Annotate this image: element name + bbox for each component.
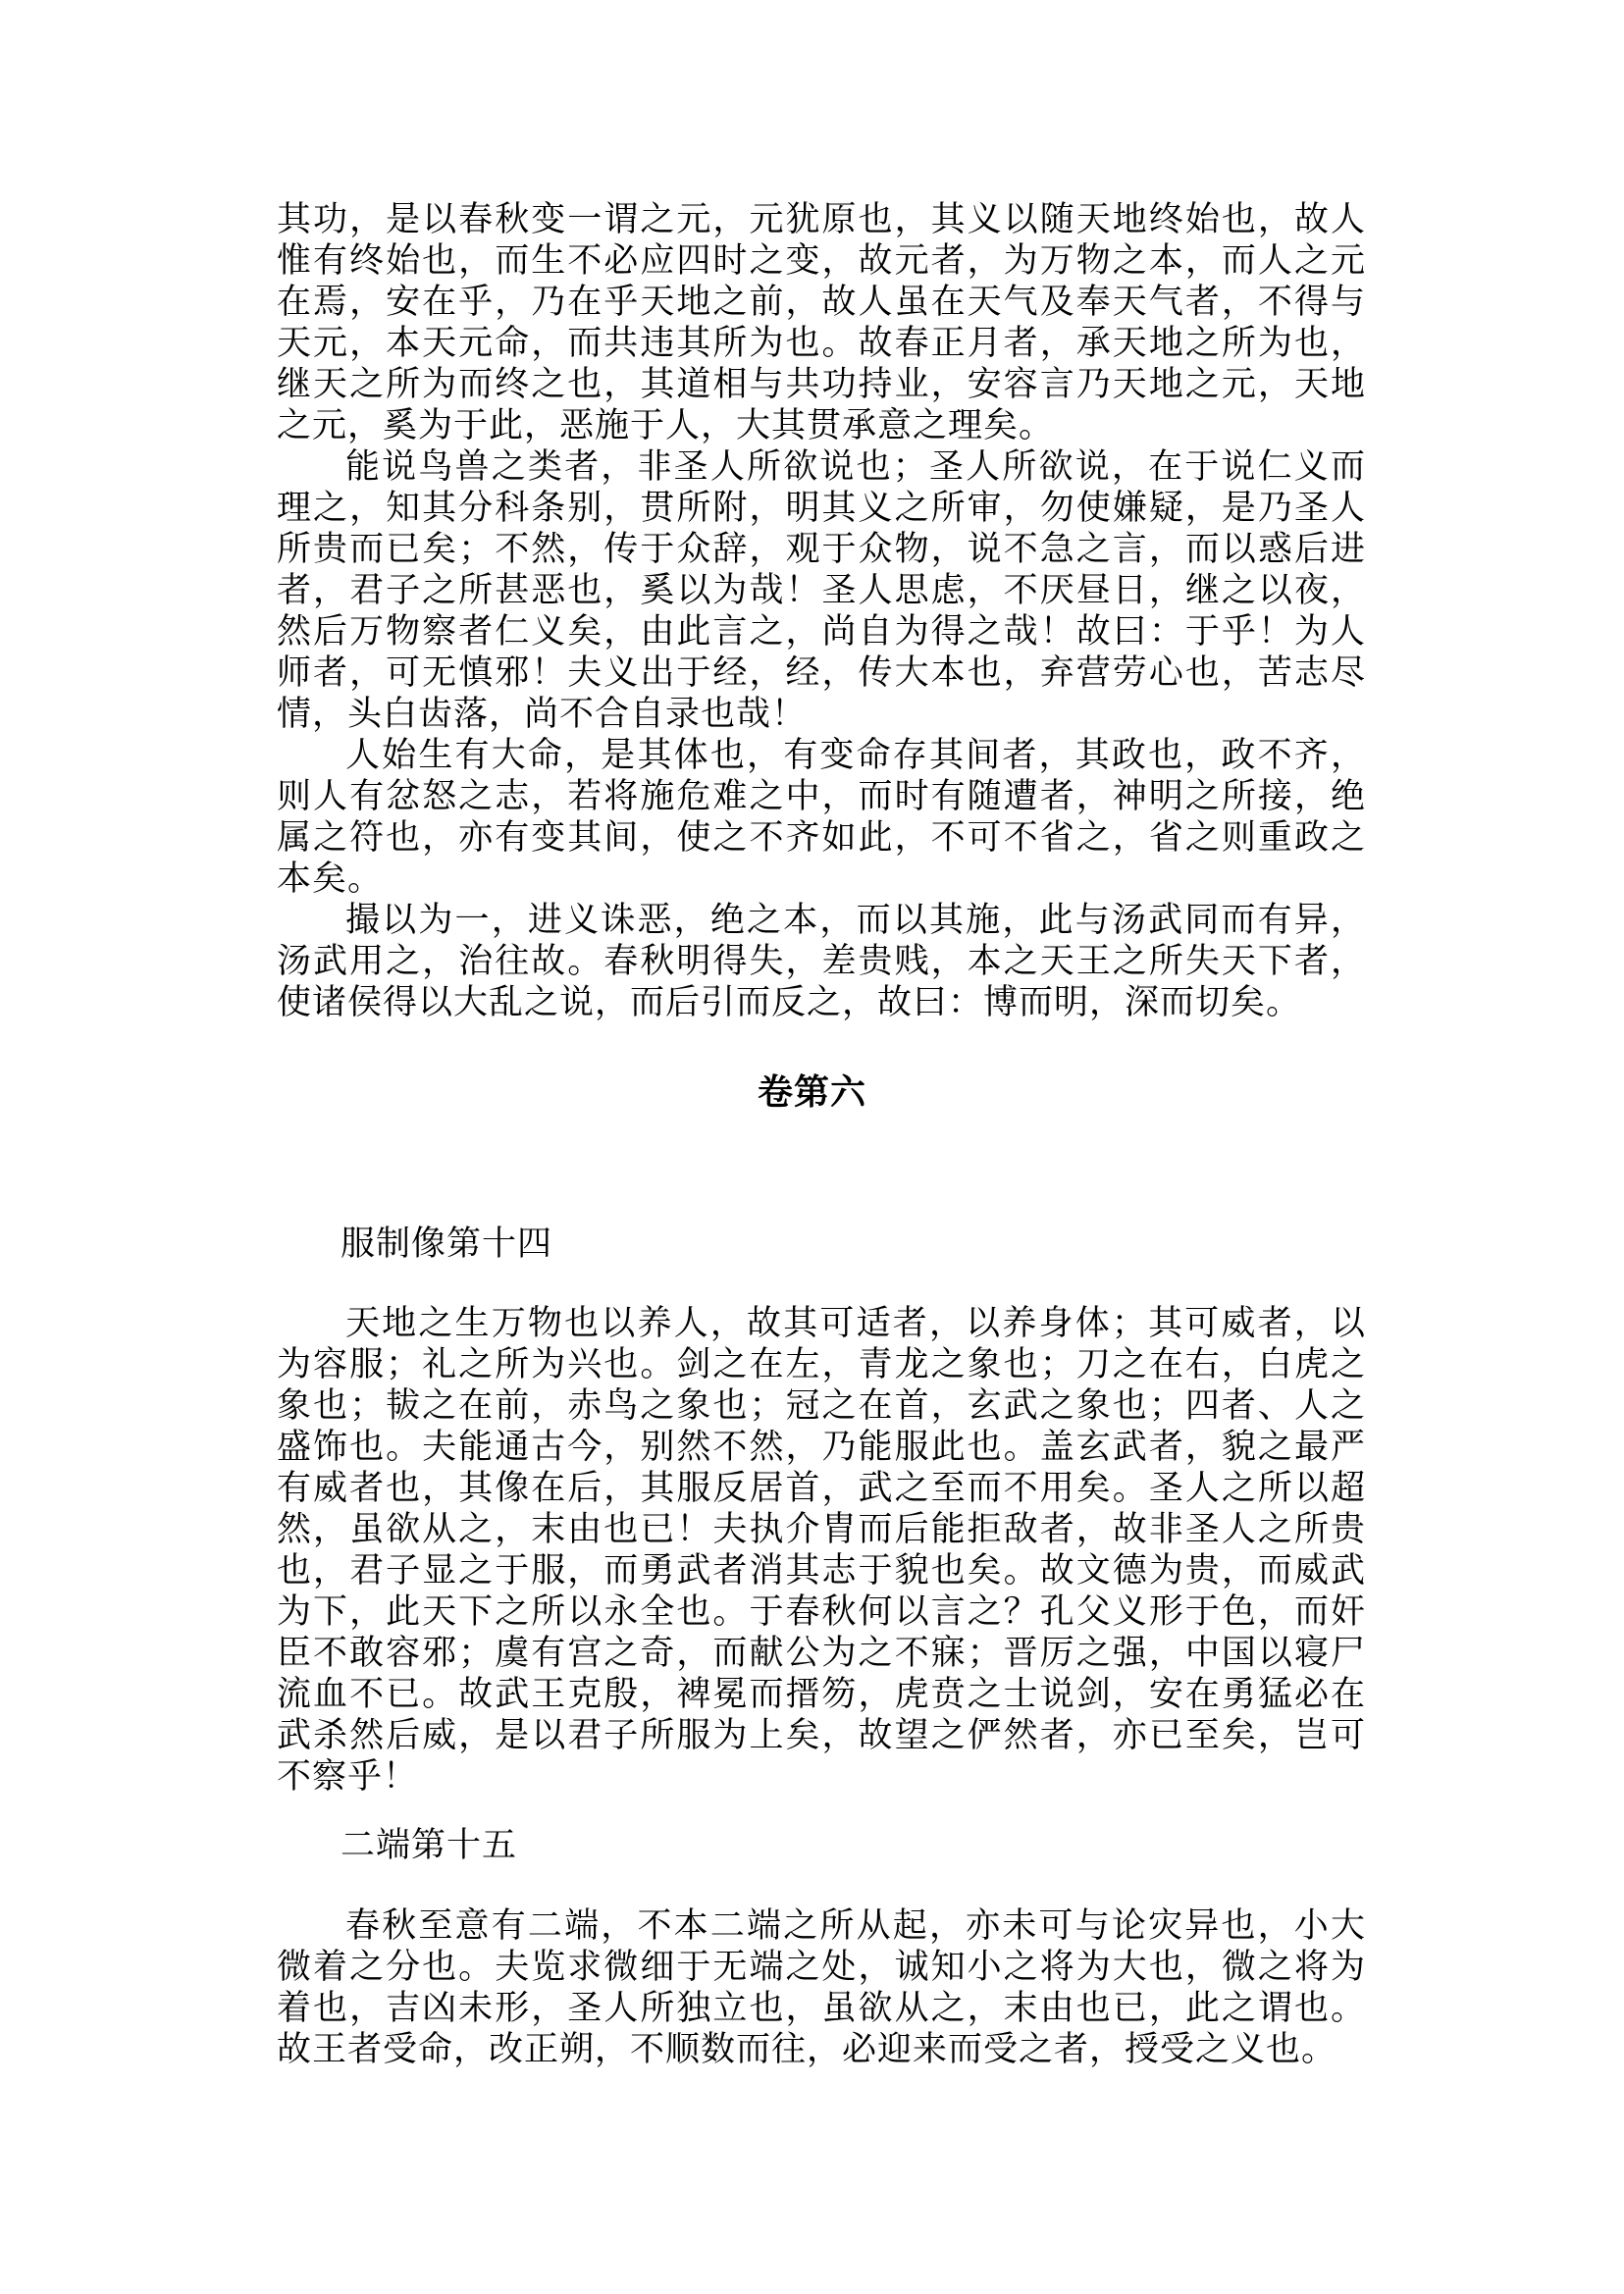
section-title-14: 服制像第十四 [341,1225,553,1264]
section-title-15: 二端第十五 [341,1826,518,1865]
section-15-body [277,1905,1366,2070]
paragraph-4: 撮以为一，进义诛恶，绝之本，而以其施，此与汤武同而有异，汤武用之，治往故。春秋明得失，差贵贱，本之天王之所失天下者，使诸侯得以大乱之说，而后引而反之，故曰：博而明，深而切矣。 [277,901,1366,1022]
top-text-block [277,199,1366,1023]
section-15-paragraph: 春秋至意有二端，不本二端之所从起，亦未可与论灾异也，小大微着之分也。夫览求微细于无端之处，诚知小之将为大也，微之将为着也，吉凶未形，圣人所独立也，虽欲从之，末由也已，此之谓也。故王者受命，改正朔，不顺数而往，必迎来而受之者，授受之义也。 [277,1906,1366,2069]
paragraph-3: 人始生有大命，是其体也，有变命存其间者，其政也，政不齐，则人有忿怒之志，若将施危难之中，而时有随遭者，神明之所接，绝属之符也，亦有变其间，使之不齐如此，不可不省之，省之则重政之本矣。 [277,736,1366,899]
paragraph-1: 其功，是以春秋变一谓之元，元犹原也，其义以随天地终始也，故人惟有终始也，而生不必应四时之变，故元者，为万物之本，而人之元在焉，安在乎，乃在乎天地之前，故人虽在天气及奉天气者，不得与天元，本天元命，而共违其所为也。故春正月者，承天地之所为也，继天之所为而终之也，其道相与共功持业，安容言乃天地之元，天地之元，奚为于此，恶施于人，大其贯承意之理矣。 [277,200,1366,445]
volume-heading: 卷第六 [757,1072,866,1113]
section-14-body [277,1303,1366,1798]
paragraph-2: 能说鸟兽之类者，非圣人所欲说也；圣人所欲说，在于说仁义而理之，知其分科条别，贯所附，明其义之所审，勿使嫌疑，是乃圣人所贵而已矣；不然，传于众辞，观于众物，说不急之言，而以惑后进者，君子之所甚恶也，奚以为哉！圣人思虑，不厌昼日，继之以夜，然后万物察者仁义矣，由此言之，尚自为得之哉！故曰：于乎！为人师者，可无慎邪！夫义出于经，经，传大本也，弃营劳心也，苦志尽情，头白齿落，尚不合自录也哉！ [277,447,1366,734]
section-14-paragraph: 天地之生万物也以养人，故其可适者，以养身体；其可威者，以为容服；礼之所为兴也。剑之在左，青龙之象也；刀之在右，白虎之象也；韨之在前，赤鸟之象也；冠之在首，玄武之象也；四者、人之盛饰也。夫能通古今，别然不然，乃能服此也。盖玄武者，貌之最严有威者也，其像在后，其服反居首，武之至而不用矣。圣人之所以超然，虽欲从之，末由也已！夫执介胄而后能拒敌者，故非圣人之所贵也，君子显之于服，而勇武者消其志于貌也矣。故文德为贵，而威武为下，此天下之所以永全也。于春秋何以言之？孔父义形于色，而奸臣不敢容邪；虞有宫之奇，而献公为之不寐；晋厉之强，中国以寝尸流血不已。故武王克殷，裨冕而搢笏，虎贲之士说剑，安在勇猛必在武杀然后威，是以君子所服为上矣，故望之俨然者，亦已至矣，岂可不察乎！ [277,1304,1366,1797]
